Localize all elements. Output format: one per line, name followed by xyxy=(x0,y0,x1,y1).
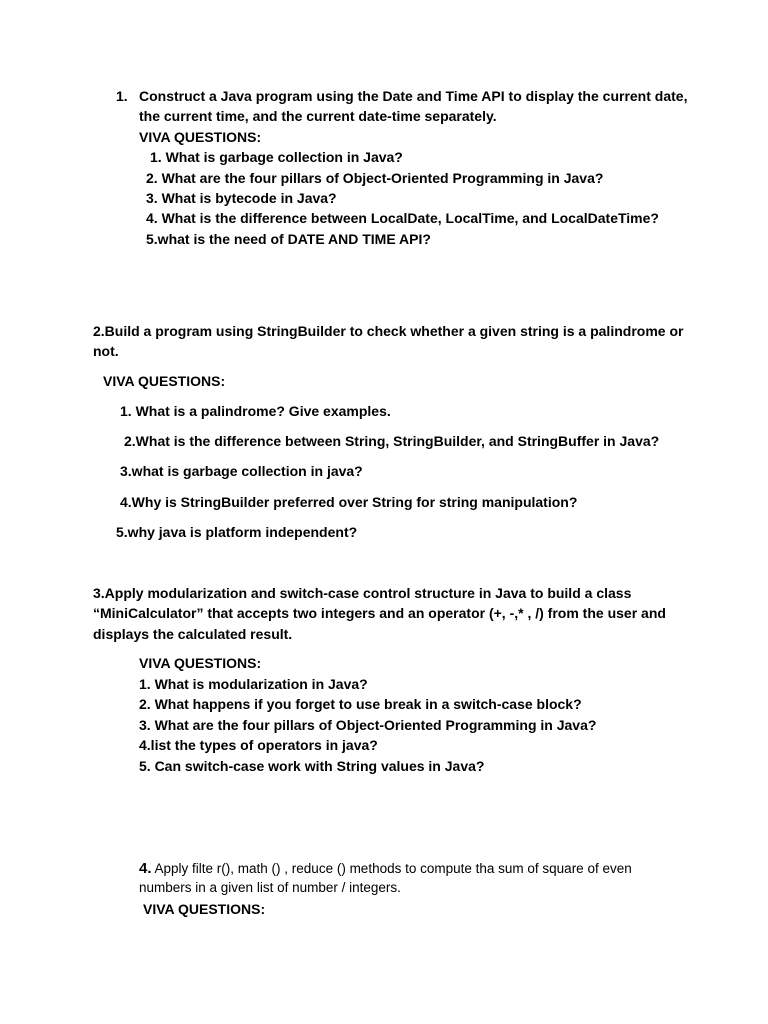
q2-viva-item: 1. What is a palindrome? Give examples. xyxy=(120,403,391,419)
q2-viva-heading: VIVA QUESTIONS: xyxy=(103,373,226,389)
q3-viva-item: 5. Can switch-case work with String values in Java? xyxy=(139,758,485,774)
q1-prompt-line1: Construct a Java program using the Date and Time API to display the current date, xyxy=(139,88,688,104)
q2-viva-item: 5.why java is platform independent? xyxy=(116,524,358,540)
q4-prompt-line2: numbers in a given list of number / integers. xyxy=(139,880,401,895)
q4-number: 4. xyxy=(139,860,152,877)
q1-viva-heading: VIVA QUESTIONS: xyxy=(139,129,262,145)
q3-viva-heading: VIVA QUESTIONS: xyxy=(139,655,262,671)
q1-viva-item: 5.what is the need of DATE AND TIME API? xyxy=(146,231,431,247)
q2-viva-item: 4.Why is StringBuilder preferred over String for string manipulation? xyxy=(120,494,578,510)
q3-viva-item: 3. What are the four pillars of Object-Oriented Programming in Java? xyxy=(139,717,597,733)
q1-number: 1. xyxy=(116,88,128,104)
q2-viva-item: 2.What is the difference between String, StringBuilder, and StringBuffer in Java? xyxy=(124,433,660,449)
q3-prompt-line2: “MiniCalculator” that accepts two integers and an operator (+, -,* , /) from the user and xyxy=(93,605,666,621)
q4-viva-heading: VIVA QUESTIONS: xyxy=(143,901,266,917)
q3-prompt-line3: displays the calculated result. xyxy=(93,626,293,642)
q2-viva-item: 3.what is garbage collection in java? xyxy=(120,463,363,479)
q3-viva-item: 2. What happens if you forget to use break in a switch-case block? xyxy=(139,696,582,712)
q4-prompt-line1 xyxy=(139,860,632,877)
q3-viva-item: 1. What is modularization in Java? xyxy=(139,676,368,692)
q4-prompt-text: Apply filte r(), math () , reduce () methods to compute tha sum of square of even xyxy=(151,861,632,876)
q1-viva-item: 1. What is garbage collection in Java? xyxy=(150,149,403,165)
q1-prompt-line2: the current time, and the current date-time separately. xyxy=(139,108,497,124)
q2-prompt-line2: not. xyxy=(93,343,119,359)
q1-viva-item: 2. What are the four pillars of Object-Oriented Programming in Java? xyxy=(146,170,604,186)
q3-prompt-line1: 3.Apply modularization and switch-case control structure in Java to build a class xyxy=(93,585,632,601)
q2-prompt-line1: 2.Build a program using StringBuilder to check whether a given string is a palindrome or xyxy=(93,323,684,339)
q3-viva-item: 4.list the types of operators in java? xyxy=(139,737,378,753)
q1-viva-item: 4. What is the difference between LocalDate, LocalTime, and LocalDateTime? xyxy=(146,210,659,226)
q1-viva-item: 3. What is bytecode in Java? xyxy=(146,190,337,206)
